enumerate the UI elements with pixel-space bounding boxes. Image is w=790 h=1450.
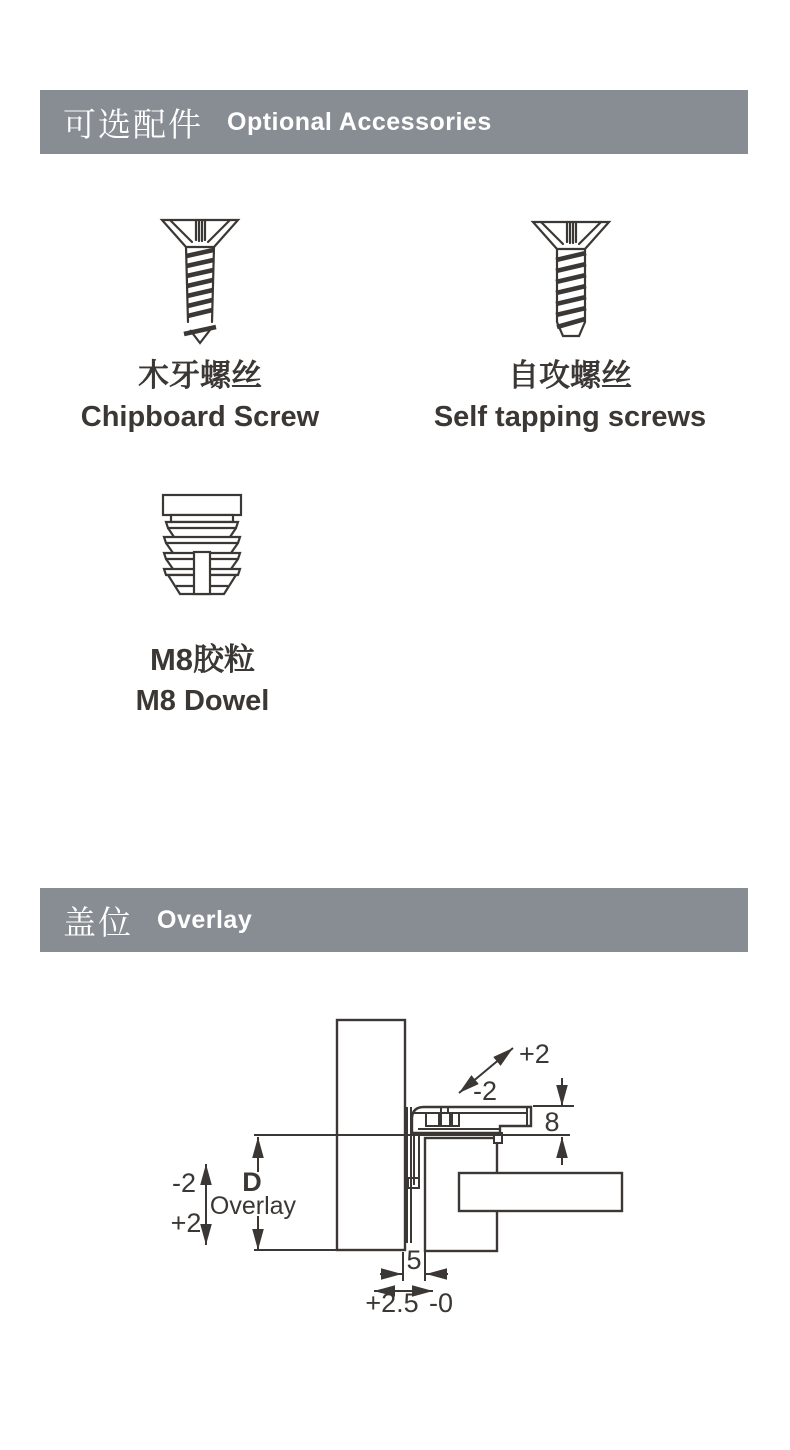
self-tapping-screw-label-zh: 自攻螺丝 <box>508 358 632 393</box>
m8-dowel-label <box>30 640 375 721</box>
dim-overlay-word: Overlay <box>209 1192 297 1220</box>
accessories-title-zh: 可选配件 <box>63 105 203 143</box>
m8-dowel-label-en: M8 Dowel <box>135 685 270 718</box>
self-tapping-screw-label-en: Self tapping screws <box>433 401 707 434</box>
m8-dowel-icon <box>152 492 252 604</box>
dim-arm-adjust-minus: -2 <box>473 1076 498 1106</box>
side-panel <box>459 1173 622 1211</box>
chipboard-screw-icon <box>155 214 245 346</box>
dim-arm-adjust-plus: +2 <box>519 1039 550 1069</box>
accessories-section-header <box>40 90 748 154</box>
dim-overlay-adjust-minus: -2 <box>171 1168 197 1198</box>
chipboard-screw-label <box>30 356 370 437</box>
dim-gap-adjust-plus: +2.5 <box>365 1288 419 1318</box>
dim-gap-adjust-minus: -0 <box>428 1288 454 1318</box>
m8-dowel-label-zh: M8胶粒 <box>149 642 256 677</box>
chipboard-screw-label-zh: 木牙螺丝 <box>138 358 262 393</box>
overlay-title-en: Overlay <box>157 905 253 934</box>
overlay-section-header <box>40 888 748 952</box>
self-tapping-screw-icon <box>526 216 616 344</box>
accessories-title-en: Optional Accessories <box>227 107 492 136</box>
hinge-arm <box>412 1107 531 1133</box>
dim-gap-label: 5 <box>406 1245 422 1275</box>
dim-overlay-symbol: D <box>242 1167 262 1197</box>
chipboard-screw-label-en: Chipboard Screw <box>80 401 320 434</box>
dim-arm-height-label: 8 <box>544 1107 560 1137</box>
dim-overlay-adjust-plus: +2 <box>170 1208 202 1238</box>
overlay-diagram <box>150 1000 710 1340</box>
self-tapping-screw-label <box>400 356 740 437</box>
overlay-title-zh: 盖位 <box>63 903 133 941</box>
